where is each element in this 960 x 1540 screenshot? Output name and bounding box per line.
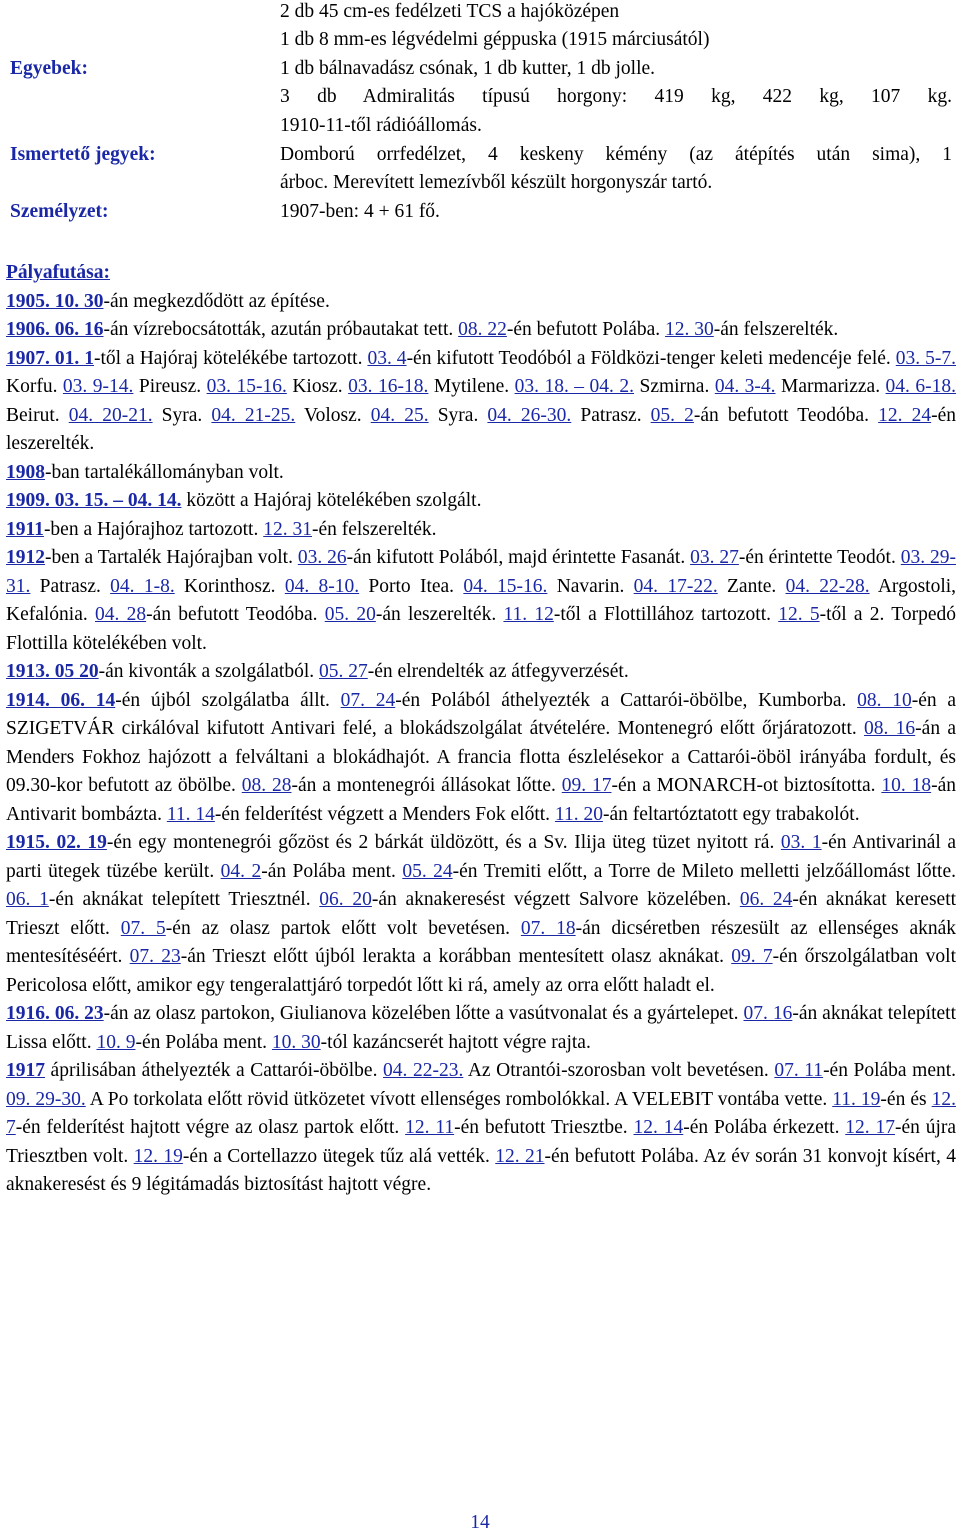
event-date: 04. 21-25. xyxy=(211,404,296,426)
year-date: 1912 xyxy=(6,547,45,568)
event-date: 12. 19 xyxy=(133,1145,183,1167)
event-date: 12. 5 xyxy=(778,604,820,625)
career-entry-1917: 1917 áprilisában áthelyezték a Cattarói-öbölbe. 04. 22-23. Az Otrantói-szorosban volt bevetésen. 07. 11-én Polába ment. 09. 29-30. A Po torkolata előtt rövid ütközetet vívott ellenséges rombolókkal. A VELEBIT vontába vette. 11. 19-én és 12. 7-én felderítést hajtott végre az olasz partok előtt. 12. 11-én befutott Triesztbe. 12. 14-én Polába érkezett. 12. 17-én újra Triesztben volt. 12. 19-én a Cortellazzo ütegek tűz alá vették. 12. 21-én befutott Polába. Az év során 31 konvojt kísért, 4 aknakeresést és 9 légitámadás biztosítást hajtott végre. xyxy=(6,1060,957,1195)
event-date: 08. 10 xyxy=(857,689,912,711)
event-date: 08. 16 xyxy=(864,718,916,739)
career-entry-1914: 1914. 06. 14-én újból szolgálatba állt. 07. 24-én Polából áthelyezték a Cattarói-öbölbe, Kumborba. 08. 10-én a SZIGETVÁR cirkálóval kifutott Antivari felé, a blokádszolgálat átvételére. Montenegró előtt őrjáratozott. 08. 16-án a Menders Fokhoz hajózott a felváltani a blokádhajót. A francia flotta észlelésekor a Cattarói-öböl irányába fordult, és 09.30-kor befutott az öbölbe. 08. 28-án a montenegrói állásokat lőtte. 09. 17-én a MONARCH-ot biztosította. 10. 18-án Antivarit bombázta. 11. 14-én felderítést végzett a Menders Fok előtt. 11. 20-án feltartóztatott egy trabakolót. xyxy=(6,689,957,825)
event-date: 04. 17-22. xyxy=(633,575,718,597)
ismerteto-line: árboc. Merevített lemezívből készült horgonyszár tartó. xyxy=(280,172,713,193)
egyebek-line: 1910-11-től rádióállomás. xyxy=(280,115,482,136)
event-date: 05. 20 xyxy=(324,604,376,625)
szemelyzet-label: Személyzet: xyxy=(10,201,109,222)
event-date: 12. 30 xyxy=(665,319,714,340)
career-entry-1907: 1907. 01. 1-től a Hajóraj kötelékébe tartozott. 03. 4-én kifutott Teodóból a Földközi-tenger keleti medencéje felé. 03. 5-7. Korfu. 03. 9-14. Pireusz. 03. 15-16. Kiosz. 03. 16-18. Mytilene. 03. 18. – 04. 2. Szmirna. 04. 3-4. Marmarizza. 04. 6-18. Beirut. 04. 20-21. Syra. 04. 21-25. Volosz. 04. 25. Syra. 04. 26-30. Patrasz. 05. 2-án befutott Teodóba. 12. 24-én leszerelték. xyxy=(6,347,957,454)
career-entry-1911: 1911-ben a Hajórajhoz tartozott. 12. 31-én felszerelték. xyxy=(6,518,437,540)
year-date: 1909. 03. 15. – 04. 14. xyxy=(6,490,182,511)
year-date: 1914. 06. 14 xyxy=(6,689,116,711)
event-date: 03. 5-7. xyxy=(895,347,957,369)
event-date: 06. 20 xyxy=(319,889,372,910)
career-entry-1916: 1916. 06. 23-án az olasz partokon, Giulianova közelében lőtte a vasútvonalat és a gyártelepet. 07. 16-án aknákat telepített Lissa előtt. 10. 9-én Polába ment. 10. 30-tól kazáncserét hajtott végre rajta. xyxy=(6,1003,956,1053)
year-date: 1911 xyxy=(6,518,44,540)
year-date: 1908 xyxy=(6,461,45,483)
event-date: 03. 1 xyxy=(780,832,822,853)
career-entry-1909: 1909. 03. 15. – 04. 14. között a Hajóraj kötelékében szolgált. xyxy=(6,490,482,511)
event-date: 09. 17 xyxy=(561,775,612,796)
event-date: 11. 20 xyxy=(554,803,603,825)
event-date: 12. 17 xyxy=(845,1117,895,1138)
career-entry-1906: 1906. 06. 16-án vízrebocsátották, azután próbautakat tett. 08. 22-én befutott Polába. 12. 30-án felszerelték. xyxy=(6,319,839,340)
event-date: 04. 1-8. xyxy=(110,575,175,597)
event-date: 09. 7 xyxy=(731,946,773,967)
event-date: 03. 15-16. xyxy=(206,376,287,397)
event-date: 04. 15-16. xyxy=(463,575,548,597)
event-date: 06. 1 xyxy=(6,889,49,910)
event-date: 03. 16-18. xyxy=(348,376,429,397)
armament-line: 1 db 8 mm-es légvédelmi géppuska (1915 márciusától) xyxy=(280,29,710,50)
event-date: 04. 2 xyxy=(220,860,262,882)
career-entry-1912: 1912-ben a Tartalék Hajórajban volt. 03. 26-án kifutott Polából, majd érintette Fasanát. 03. 27-én érintette Teodót. 03. 29-31. Patrasz. 04. 1-8. Korinthosz. 04. 8-10. Porto Itea. 04. 15-16. Navarin. 04. 17-22. Zante. 04. 22-28. Argostoli, Kefalónia. 04. 28-án befutott Teodóba. 05. 20-án leszerelték. 11. 12-től a Flottillához tartozott. 12. 5-től a 2. Torpedó Flottilla kötelékében volt. xyxy=(6,547,957,654)
event-date: 11. 12 xyxy=(503,604,554,625)
event-date: 10. 18 xyxy=(881,775,932,796)
event-date: 07. 5 xyxy=(120,917,166,939)
event-date: 07. 11 xyxy=(774,1060,824,1081)
event-date: 05. 27 xyxy=(319,661,368,682)
event-date: 04. 28 xyxy=(94,604,147,625)
year-date: 1905. 10. 30 xyxy=(6,290,104,312)
event-date: 12. 7 xyxy=(6,1088,956,1138)
ismerteto-label: Ismertető jegyek: xyxy=(10,144,156,165)
page-number: 14 xyxy=(470,1512,490,1533)
career-entry-1915: 1915. 02. 19-én egy montenegrói gőzöst és 2 bárkát üldözött, és a Sv. Ilija üteg tüzet nyitott rá. 03. 1-én Antivarinál a parti ütegek tüzébe került. 04. 2-án Polába ment. 05. 24-én Tremiti előtt, a Torre de Mileto melletti jelzőállomást lőtte. 06. 1-én aknákat telepített Triesztnél. 06. 20-án aknakeresést végzett Salvore közelében. 06. 24-én aknákat keresett Trieszt előtt. 07. 5-én az olasz partok előtt volt bevetésen. 07. 18-án dicséretben részesült az ellenséges aknák mentesítéséért. 07. 23-án Trieszt előtt újból lerakta a korábban mentesített olasz aknákat. 09. 7-én őrszolgálatban volt Pericolosa előtt, amikor egy tengeralattjáró torpedót lőtt ki rá, amely az orra előtt haladt el. xyxy=(6,832,957,996)
year-date: 1917 xyxy=(6,1060,45,1081)
event-date: 11. 19 xyxy=(832,1088,881,1110)
event-date: 03. 4 xyxy=(367,347,407,369)
egyebek-line: 3 db Admiralitás típusú horgony: 419 kg, 422 kg, 107 kg. xyxy=(280,86,952,107)
event-date: 05. 24 xyxy=(402,860,453,882)
szemelyzet-value: 1907-ben: 4 + 61 fő. xyxy=(280,201,440,222)
event-date: 04. 6-18. xyxy=(885,376,957,397)
event-date: 04. 3-4. xyxy=(714,376,776,397)
egyebek-line: 1 db bálnavadász csónak, 1 db kutter, 1 db jolle. xyxy=(280,58,656,79)
event-date: 07. 24 xyxy=(340,689,396,711)
event-date: 07. 18 xyxy=(520,917,576,939)
event-date: 07. 16 xyxy=(743,1003,793,1024)
year-date: 1913. 05 20 xyxy=(6,661,99,682)
event-date: 12. 21 xyxy=(495,1145,545,1167)
event-date: 03. 18. – 04. 2. xyxy=(514,376,634,397)
year-date: 1907. 01. 1 xyxy=(6,347,94,369)
event-date: 10. 30 xyxy=(271,1031,321,1053)
event-date: 10. 9 xyxy=(96,1031,136,1053)
ismerteto-line: Domború orrfedélzet, 4 keskeny kémény (az átépítés után sima), 1 xyxy=(280,144,952,165)
career-heading: Pályafutása: xyxy=(6,262,110,283)
career-entry-1913: 1913. 05 20-án kivonták a szolgálatból. 05. 27-én elrendelték az átfegyverzését. xyxy=(6,661,629,682)
event-date: 04. 20-21. xyxy=(68,404,153,426)
career-section xyxy=(6,259,956,1200)
event-date: 03. 26 xyxy=(297,547,347,568)
event-date: 03. 29-31. xyxy=(6,547,956,597)
event-date: 04. 25. xyxy=(370,404,429,426)
event-date: 04. 22-23. xyxy=(383,1060,464,1081)
year-date: 1906. 06. 16 xyxy=(6,319,104,340)
event-date: 07. 23 xyxy=(129,946,181,967)
event-date: 12. 14 xyxy=(633,1117,684,1138)
event-date: 09. 29-30. xyxy=(6,1088,86,1110)
event-date: 08. 28 xyxy=(241,775,292,796)
event-date: 08. 22 xyxy=(458,319,507,340)
event-date: 12. 31 xyxy=(263,518,312,540)
event-date: 04. 8-10. xyxy=(284,575,360,597)
armament-line: 2 db 45 cm-es fedélzeti TCS a hajóközépen xyxy=(280,1,620,22)
event-date: 03. 27 xyxy=(690,547,739,568)
event-date: 06. 24 xyxy=(739,889,793,910)
event-date: 04. 26-30. xyxy=(487,404,572,426)
event-date: 04. 22-28. xyxy=(785,575,870,597)
career-entry-1905: 1905. 10. 30-án megkezdődött az építése. xyxy=(6,290,330,312)
event-date: 03. 9-14. xyxy=(62,376,134,397)
event-date: 11. 14 xyxy=(166,803,215,825)
event-date: 05. 2 xyxy=(650,404,694,426)
career-entry-1908: 1908-ban tartalékállományban volt. xyxy=(6,461,284,483)
year-date: 1916. 06. 23 xyxy=(6,1003,104,1024)
year-date: 1915. 02. 19 xyxy=(6,832,107,853)
event-date: 12. 24 xyxy=(878,404,932,426)
event-date: 12. 11 xyxy=(405,1117,455,1138)
egyebek-label: Egyebek: xyxy=(10,58,88,79)
